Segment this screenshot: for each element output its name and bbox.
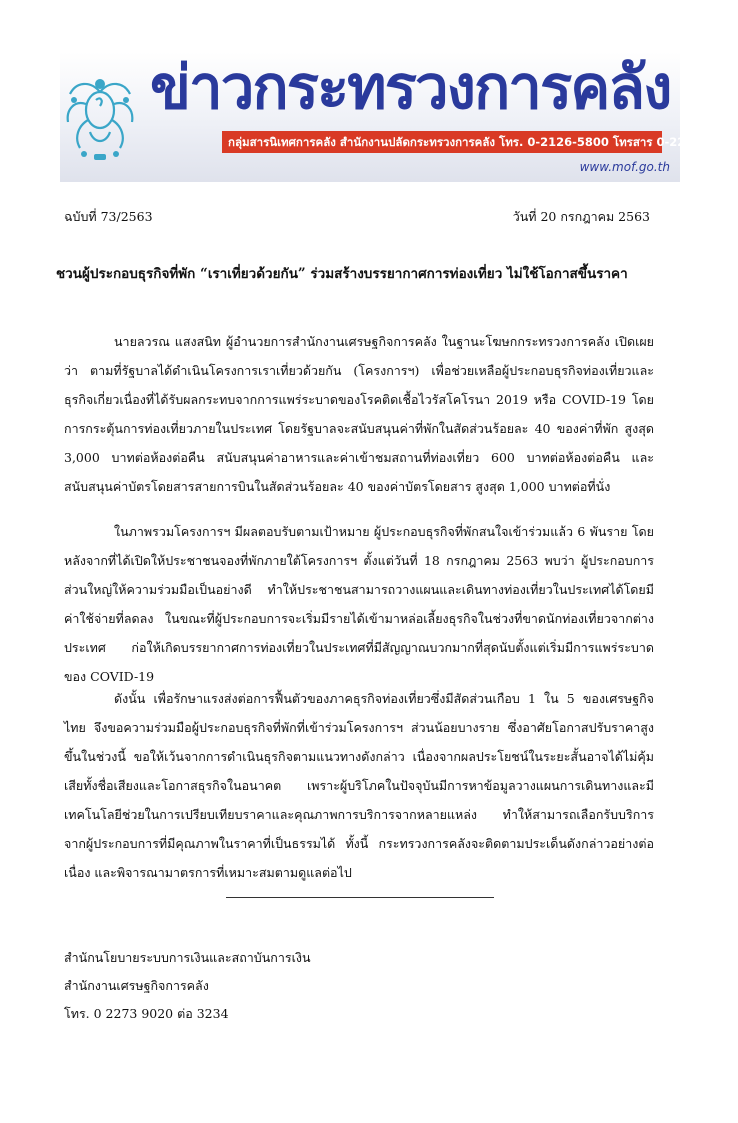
- headline: ชวนผู้ประกอบธุรกิจที่พัก “เราเที่ยวด้วยกัน” ร่วมสร้างบรรยากาศการท่องเที่ยว ไม่ใช้โอกาสขึ้นราคา: [56, 266, 628, 282]
- body-paragraph: ในภาพรวมโครงการฯ มีผลตอบรับตามเป้าหมาย ผู้ประกอบธุรกิจที่พักสนใจเข้าร่วมแล้ว 6 พันราย โดยหลังจากที่ได้เปิดให้ประชาชนจองที่พักภายใต้โครงการฯ ตั้งแต่วันที่ 18 กรกฎาคม 2563 พบว่า ผู้ประกอบการส่วนใหญ่ให้ความร่วมมือเป็นอย่างดี ทำให้ประชาชนสามารถวางแผนและเดินทางท่องเที่ยวในประเทศได้โดยมีค่าใช้จ่ายที่ลดลง ในขณะที่ผู้ประกอบการจะเริ่มมีรายได้เข้ามาหล่อเลี้ยงธุรกิจในช่วงที่ขาดนักท่องเที่ยวจากต่างประเทศ ก่อให้เกิดบรรยากาศการท่องเที่ยวในประเทศที่มีสัญญาณบวกมากที่สุดนับตั้งแต่เริ่มมีการแพร่ระบาดของ COVID-19: [64, 524, 654, 684]
- issue-number: ฉบับที่ 73/2563: [64, 209, 153, 224]
- body-paragraph: นายลวรณ แสงสนิท ผู้อำนวยการสำนักงานเศรษฐกิจการคลัง ในฐานะโฆษกกระทรวงการคลัง เปิดเผยว่า ตามที่รัฐบาลได้ดำเนินโครงการเราเที่ยวด้วยกัน (โครงการฯ) เพื่อช่วยเหลือผู้ประกอบธุรกิจท่องเที่ยวและธุรกิจเกี่ยวเนื่องที่ได้รับผลกระทบจากการแพร่ระบาดของโรคติดเชื้อไวรัสโคโรนา 2019 หรือ COVID-19 โดยการกระตุ้นการท่องเที่ยวภายในประเทศ โดยรัฐบาลจะสนับสนุนค่าที่พักในสัดส่วนร้อยละ 40 ของค่าที่พัก สูงสุด 3,000 บาทต่อห้องต่อคืน สนับสนุนค่าอาหารและค่าเข้าชมสถานที่ท่องเที่ยว 600 บาทต่อห้องต่อคืน และสนับสนุนค่าบัตรโดยสารสายการบินในสัดส่วนร้อยละ 40 ของค่าบัตรโดยสาร สูงสุด 1,000 บาทต่อที่นั่ง: [64, 334, 654, 494]
- ministry-news-title: ข่าวกระทรวงการคลัง: [150, 53, 671, 123]
- garuda-emblem-icon: [60, 70, 140, 162]
- website-link[interactable]: www.mof.go.th: [579, 160, 670, 174]
- press-release-banner: [0, 0, 738, 190]
- body-paragraph: ดังนั้น เพื่อรักษาแรงส่งต่อการฟื้นตัวของภาคธุรกิจท่องเที่ยวซึ่งมีสัดส่วนเกือบ 1 ใน 5 ของเศรษฐกิจไทย จึงขอความร่วมมือผู้ประกอบธุรกิจที่พักที่เข้าร่วมโครงการฯ ส่วนน้อยบางราย ซึ่งอาศัยโอกาสปรับราคาสูงขึ้นในช่วงนี้ ขอให้เว้นจากการดำเนินธุรกิจตามแนวทางดังกล่าว เนื่องจากผลประโยชน์ในระยะสั้นอาจได้ไม่คุ้มเสียทั้งชื่อเสียงและโอกาสธุรกิจในอนาคต เพราะผู้บริโภคในปัจจุบันมีการหาข้อมูลวางแผนการเดินทางและมีเทคโนโลยีช่วยในการเปรียบเทียบราคาและคุณภาพการบริการจากหลายแหล่ง ทำให้สามารถเลือกรับบริการจากผู้ประกอบการที่มีคุณภาพในราคาที่เป็นธรรมได้ ทั้งนี้ กระทรวงการคลังจะติดตามประเด็นดังกล่าวอย่างต่อเนื่อง และพิจารณามาตรการที่เหมาะสมตามดูแลต่อไป: [64, 691, 654, 880]
- issue-date: วันที่ 20 กรกฎาคม 2563: [512, 209, 650, 224]
- contact-band: กลุ่มสารนิเทศการคลัง สำนักงานปลัดกระทรวงการคลัง โทร. 0-2126-5800 โทรสาร 0-2273-9763: [222, 131, 662, 153]
- signature-office: สำนักนโยบายระบบการเงินและสถาบันการเงิน: [64, 950, 311, 965]
- signature-agency: สำนักงานเศรษฐกิจการคลัง: [64, 978, 209, 993]
- signature-phone: โทร. 0 2273 9020 ต่อ 3234: [64, 1006, 229, 1021]
- separator-line: [226, 897, 494, 898]
